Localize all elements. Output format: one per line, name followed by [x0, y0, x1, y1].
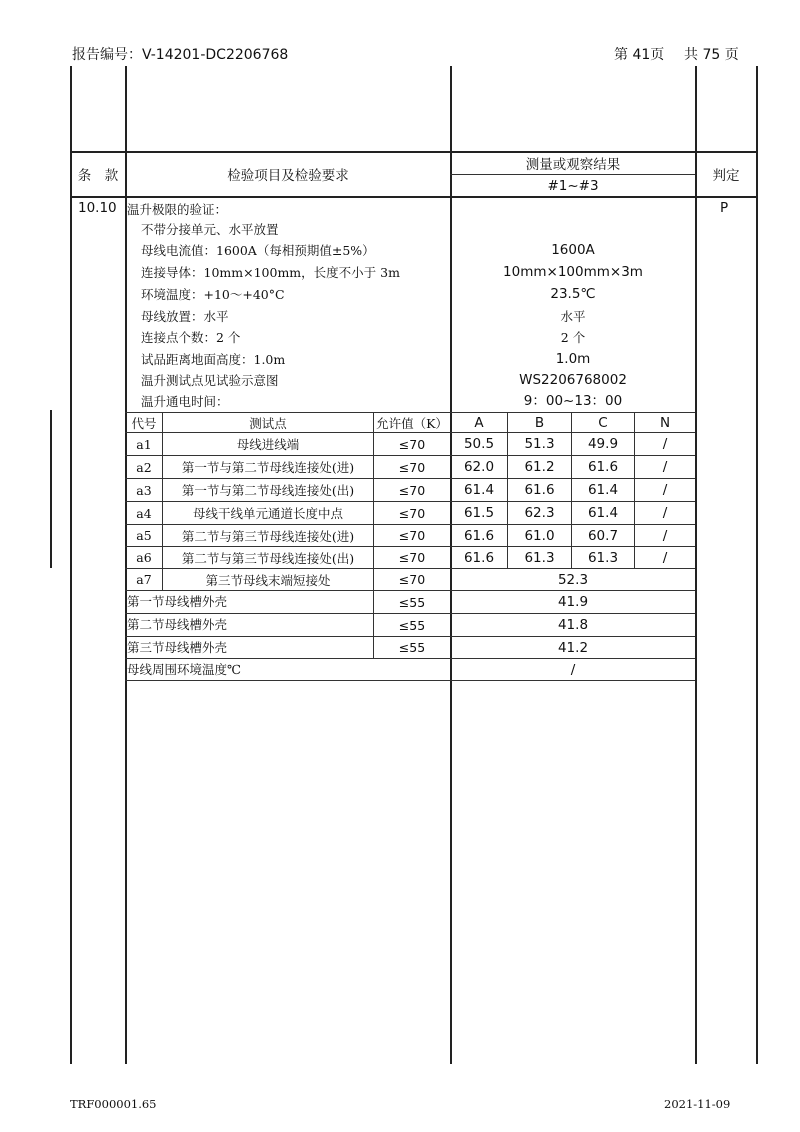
requirement-line: 试品距离地面高度：1.0m: [141, 352, 286, 367]
row-b: 51.3: [524, 436, 555, 452]
requirement-line: 母线放置：水平: [141, 309, 229, 324]
verdict-value: P: [720, 200, 729, 216]
requirement-line: 不带分接单元、水平放置: [141, 222, 279, 237]
clause-header: 条 款: [77, 168, 119, 184]
col-header-c: C: [598, 414, 608, 431]
result-line: 10mm×100mm×3m: [503, 264, 643, 280]
row-code: a2: [136, 459, 152, 475]
row-value: 41.2: [557, 639, 589, 656]
result-line: 水平: [560, 309, 586, 324]
row-value: /: [570, 661, 576, 678]
col-header-code: 代号: [131, 415, 157, 431]
row-allow: ≤70: [398, 459, 426, 475]
result-line: 1.0m: [555, 351, 591, 367]
items-header: 检验项目及检验要求: [227, 168, 349, 184]
row-point: 第一节与第二节母线连接处(出): [181, 483, 355, 498]
row-allow: ≤55: [398, 617, 426, 633]
row-allow: ≤70: [398, 528, 426, 543]
row-allow: ≤70: [398, 505, 426, 521]
col-header-n: N: [659, 414, 671, 431]
requirement-line: 温升测试点见试验示意图: [141, 373, 279, 388]
requirement-line: 连接点个数：2 个: [141, 330, 241, 345]
row-n: /: [662, 527, 668, 544]
row-a: 62.0: [463, 459, 495, 475]
row-a: 50.5: [463, 436, 495, 452]
row-allow: ≤70: [398, 572, 426, 587]
header-bottom-rule: [70, 196, 758, 198]
frame-results-divider: [695, 66, 697, 1064]
row-point: 母线进线端: [236, 437, 300, 452]
row-code: a6: [136, 550, 152, 565]
revision-mark: [50, 410, 52, 568]
row-value: 41.8: [557, 617, 589, 633]
requirement-line: 环境温度：+10～+40°C: [141, 287, 285, 302]
row-b: 61.2: [524, 459, 555, 475]
row-code: a1: [136, 436, 152, 452]
row-code: a5: [136, 528, 152, 543]
row-value: 52.3: [557, 571, 589, 588]
row-allow: ≤70: [398, 436, 426, 452]
form-code: TRF000001.65: [70, 1097, 157, 1111]
row-value: 41.9: [557, 594, 589, 610]
row-point: 第二节与第三节母线连接处(进): [181, 528, 355, 544]
results-header: 测量或观察结果: [525, 157, 621, 173]
row-point: 第二节与第三节母线连接处(出): [181, 550, 355, 566]
row-point: 第三节母线末端短接处: [205, 572, 331, 588]
frame-left-border: [70, 66, 72, 1064]
row-code: a4: [136, 505, 152, 521]
row-a: 61.4: [463, 482, 495, 498]
row-c: 61.4: [587, 482, 619, 498]
page-total: 共 75 页: [684, 47, 739, 63]
row-c: 61.3: [587, 549, 619, 566]
col-header-point: 测试点: [249, 415, 287, 431]
row-b: 61.3: [524, 549, 555, 566]
result-line: 23.5℃: [550, 286, 596, 302]
row-allow: ≤70: [398, 550, 426, 565]
row-allow: ≤70: [398, 482, 426, 498]
requirement-line: 连接导体：10mm×100mm，长度不小于 3m: [141, 265, 400, 280]
samples-header: #1~#3: [547, 177, 599, 194]
row-point: 第一节母线槽外壳: [127, 594, 228, 609]
row-point: 第二节母线槽外壳: [127, 617, 228, 632]
clause-number: 10.10: [78, 200, 117, 216]
row-n: /: [662, 459, 668, 475]
result-line: 9：00~13：00: [523, 393, 623, 409]
row-n: /: [662, 549, 668, 566]
row-point: 第一节与第二节母线连接处(进): [181, 460, 355, 475]
row-c: 61.6: [587, 459, 619, 475]
row-a: 61.5: [463, 505, 495, 521]
row-n: /: [662, 482, 668, 498]
row-code: a3: [136, 482, 152, 498]
row-allow: ≤55: [398, 640, 426, 655]
row-c: 61.4: [587, 505, 619, 521]
result-line: WS2206768002: [519, 372, 627, 388]
row-b: 61.0: [524, 527, 555, 544]
result-line: 2 个: [560, 330, 586, 345]
requirement-line: 温升通电时间：: [141, 394, 229, 409]
col-header-a: A: [474, 414, 484, 431]
verdict-header: 判定: [712, 168, 740, 184]
row-point: 母线周围环境温度℃: [127, 662, 241, 677]
row-b: 61.6: [524, 482, 555, 498]
row-code: a7: [136, 572, 152, 587]
col-header-allow: 允许值（K）: [376, 415, 448, 431]
requirement-line: 母线电流值：1600A（每相预期值±5%）: [141, 243, 375, 258]
page-number: 第 41页: [614, 47, 665, 63]
row-c: 49.9: [587, 436, 619, 452]
row-b: 62.3: [524, 505, 555, 521]
section-title: 温升极限的验证：: [127, 202, 228, 217]
form-date: 2021-11-09: [664, 1097, 731, 1111]
result-line: 1600A: [551, 242, 595, 258]
row-n: /: [662, 505, 668, 521]
col-header-b: B: [534, 414, 545, 431]
frame-right-border: [756, 66, 758, 1064]
row-a: 61.6: [463, 527, 495, 544]
row-c: 60.7: [587, 527, 619, 544]
row-n: /: [662, 436, 668, 452]
row-point: 第三节母线槽外壳: [127, 640, 228, 655]
row-a: 61.6: [463, 549, 495, 566]
report-number: 报告编号：V-14201-DC2206768: [72, 47, 289, 63]
row-allow: ≤55: [398, 594, 426, 610]
row-point: 母线干线单元通道长度中点: [192, 506, 343, 521]
